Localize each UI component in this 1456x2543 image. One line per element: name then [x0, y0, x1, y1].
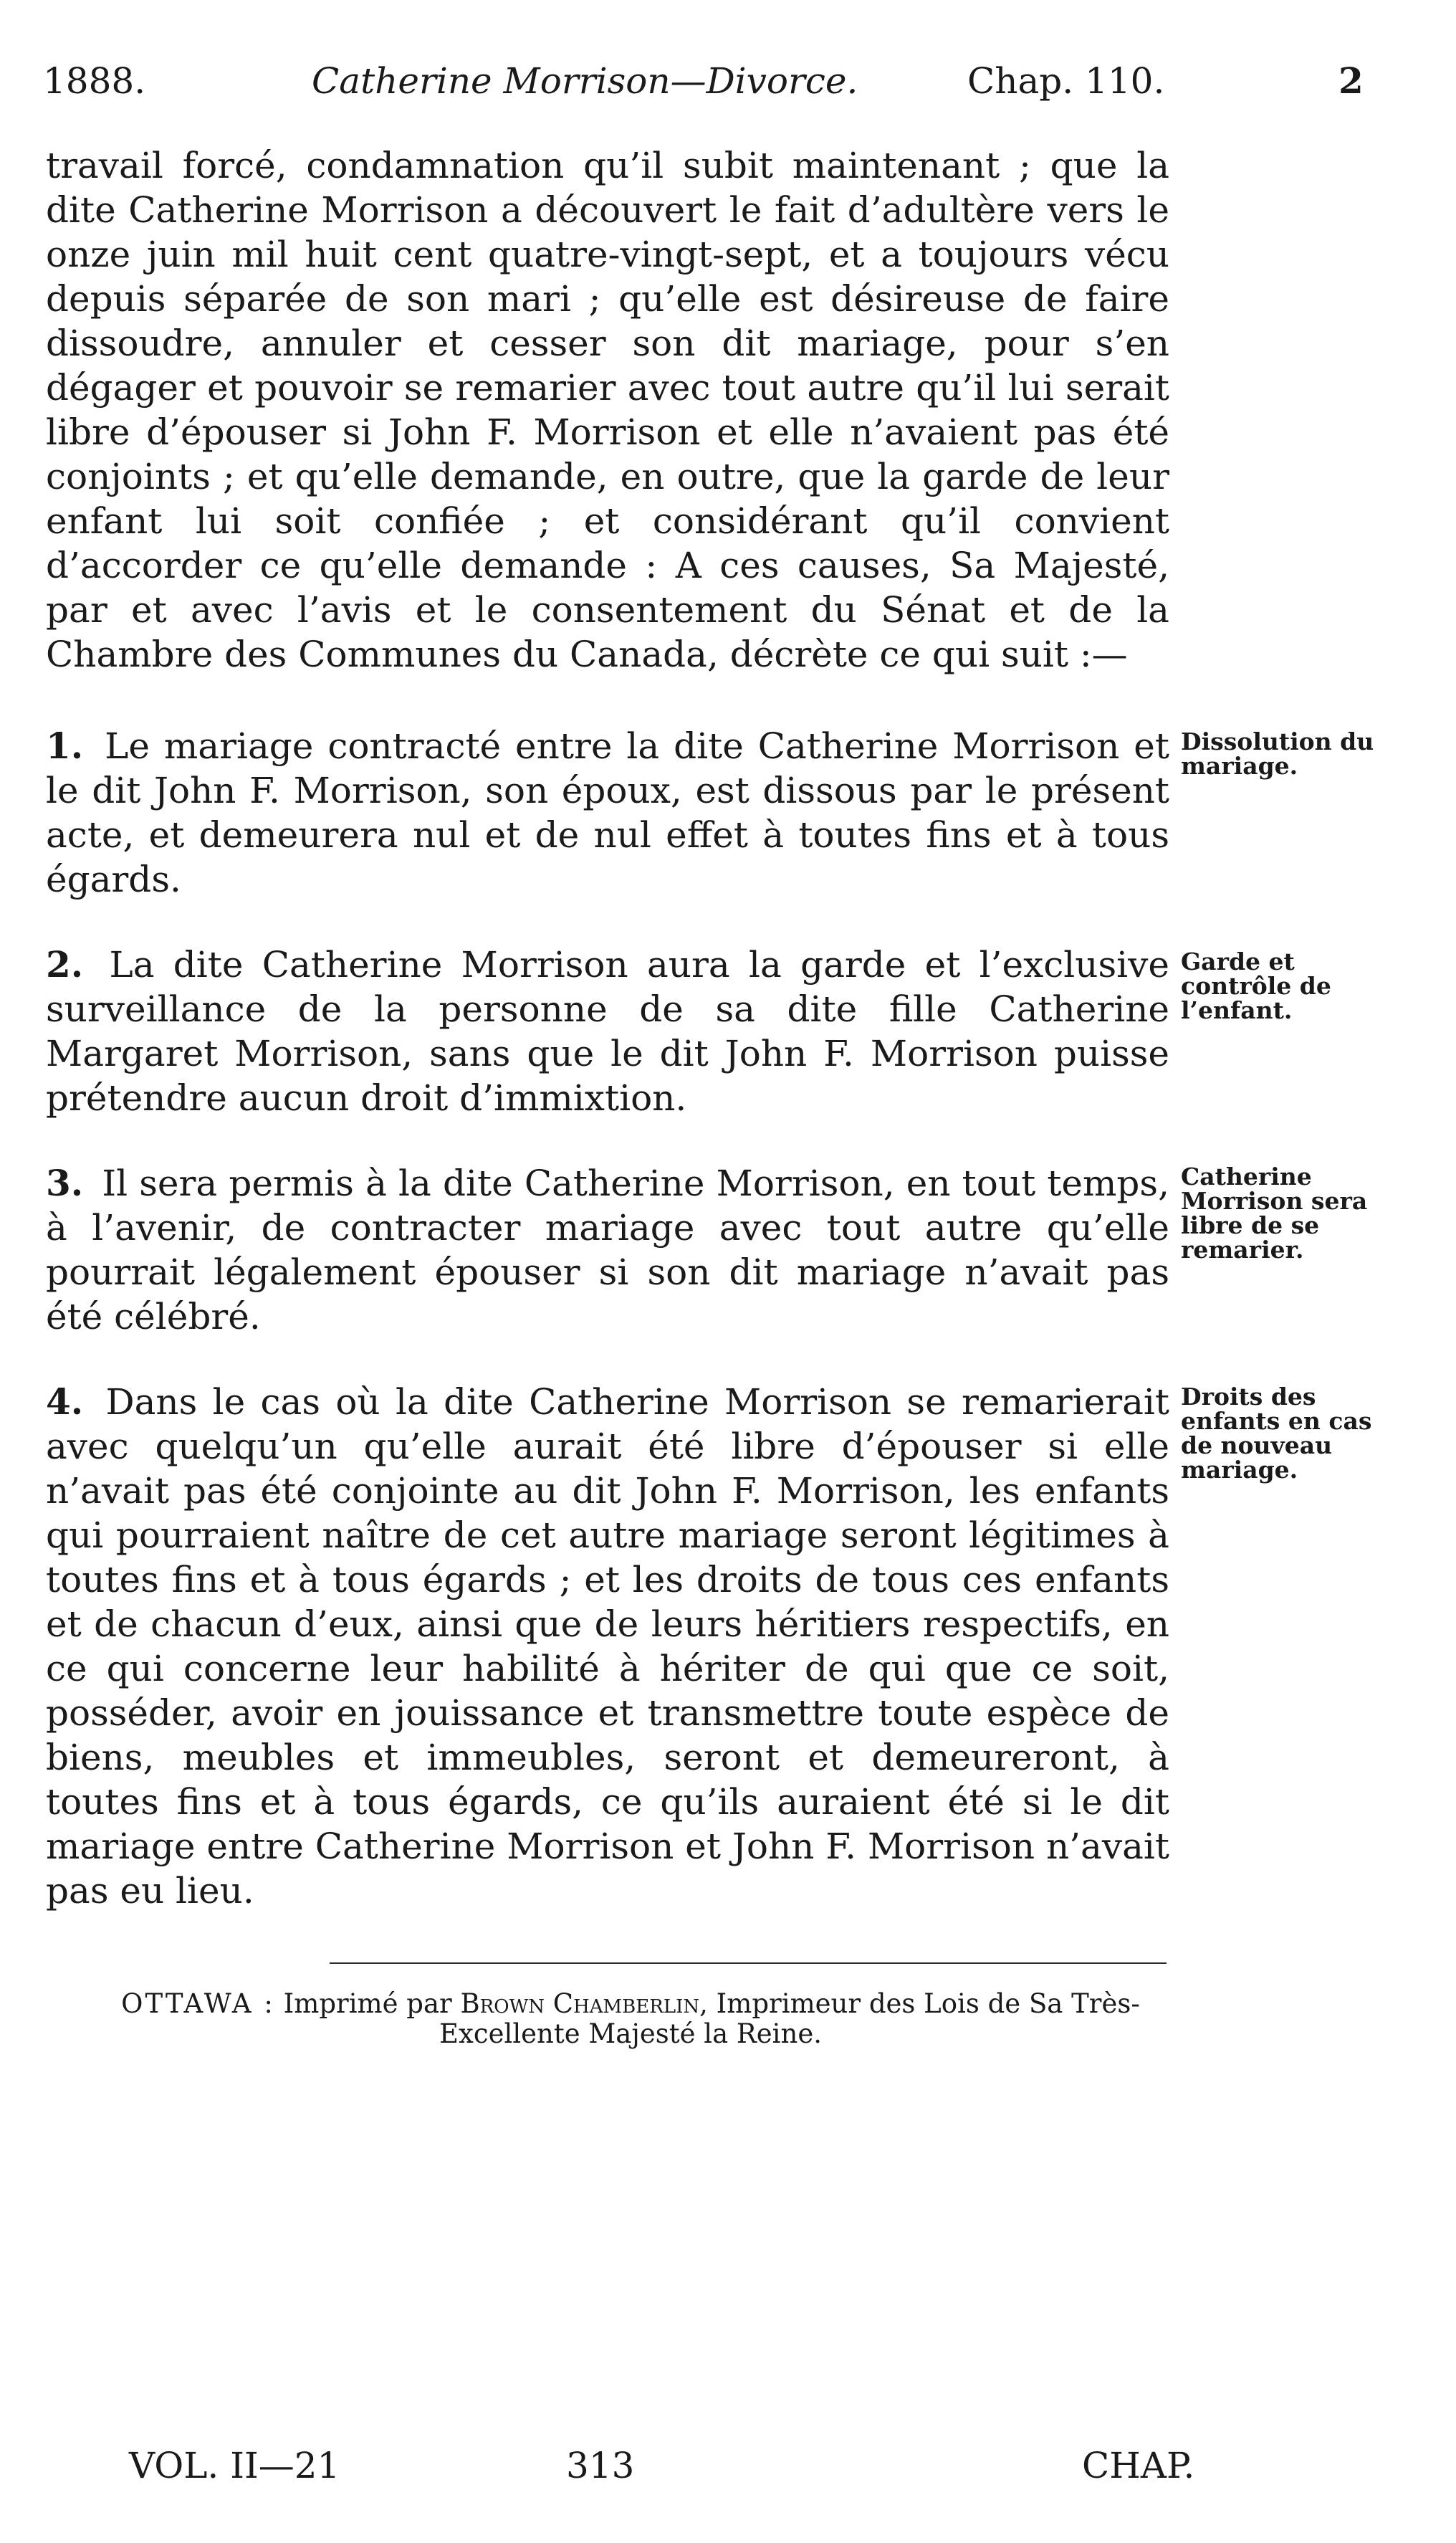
section-number: 1. — [46, 725, 84, 767]
section-text: Dans le cas où la dite Catherine Morrison se remarierait avec quelqu’un qu’elle aurait été libre d’épouser si elle n’avait pas été conjointe au dit John F. Morrison, les enfants qui pourraient naître de cet autre mariage seront légitimes à toutes fins et à tous égards ; et les droits de tous ces enfants et de chacun d’eux, ainsi que de leurs héritiers respectifs, en ce qui concerne leur habilité à hériter de qui que ce soit, posséder, avoir en jouissance et transmettre toute espèce de biens, meubles et immeubles, seront et demeureront, à toutes fins et à tous égards, ce qu’ils auraient été si le dit mariage entre Catherine Morrison et John F. Morrison n’avait pas eu lieu. — [46, 1381, 1169, 1912]
section-number: 2. — [46, 943, 84, 986]
opening-paragraph: travail forcé, condamnation qu’il subit maintenant ; que la dite Catherine Morrison a découvert le fait d’adultère vers le onze juin mil huit cent quatre-vingt-sept, et a toujours vécu depuis séparée de son mari ; qu’elle est désireuse de faire dissoudre, annuler et cesser son dit mariage, pour s’en dégager et pouvoir se remarier avec tout autre qu’il lui serait libre d’épouser si John F. Morrison et elle n’avaient pas été conjoints ; et qu’elle demande, en outre, que la garde de leur enfant lui soit confiée ; et considérant qu’il convient d’accorder ce qu’elle demande : A ces causes, Sa Majesté, par et avec l’avis et le consentement du Sénat et de la Chambre des Communes du Canada, décrète ce qui suit :— — [46, 145, 1169, 675]
imprint-text-before: Imprimé par — [283, 1988, 452, 2019]
section-text: Le mariage contracté entre la dite Catherine Morrison et le dit John F. Morrison, son époux, est dissous par le présent acte, et demeurera nul et de nul effet à toutes fins et à tous égards. — [46, 725, 1169, 900]
header-page-number: 2 — [1338, 59, 1364, 102]
imprint-city: OTTAWA : — [121, 1988, 275, 2019]
footer-volume: VOL. II—21 — [129, 2445, 340, 2486]
imprint-text-after: Imprimeur des Lois de Sa Très-Excellente Majesté la Reine. — [439, 1988, 1140, 2049]
section-text: Il sera permis à la dite Catherine Morrison, en tout temps, à l’avenir, de contracter mariage avec tout autre qu’elle pourrait légalement épouser si son dit mariage n’avait pas été célébré. — [46, 1163, 1169, 1337]
section-4 — [46, 1380, 1169, 1913]
section-3 — [46, 1161, 1169, 1339]
header-title: Catherine Morrison—Divorce. — [312, 60, 858, 102]
section-1 — [46, 724, 1169, 902]
running-header — [43, 56, 1404, 106]
section-number: 3. — [46, 1162, 84, 1204]
marginal-note-section-1: Dissolution du mariage. — [1181, 727, 1374, 780]
printer-imprint — [72, 1989, 1189, 2049]
footer-page-number: 313 — [566, 2445, 635, 2486]
imprint-printer: Brown Chamberlin, — [460, 1988, 708, 2019]
section-2 — [46, 943, 1169, 1120]
header-chapter: Chap. 110. — [967, 60, 1165, 102]
section-number: 4. — [46, 1380, 84, 1423]
imprint-rule — [330, 1962, 1167, 1964]
header-year: 1888. — [43, 60, 146, 102]
page-footer — [43, 2441, 1195, 2491]
section-text: La dite Catherine Morrison aura la garde et l’exclusive surveillance de la personne de sa dite fille Catherine Margaret Morrison, sans que le dit John F. Morrison puisse prétendre aucun droit d’immixtion. — [46, 944, 1169, 1119]
marginal-note-section-4: Droits des enfants en cas de nouveau mariage. — [1181, 1383, 1372, 1484]
marginal-note-section-3: Catherine Morrison sera libre de se remarier. — [1181, 1163, 1368, 1264]
marginal-note-section-2: Garde et contrôle de l’enfant. — [1181, 948, 1331, 1024]
footer-catchword: CHAP. — [1082, 2445, 1195, 2486]
